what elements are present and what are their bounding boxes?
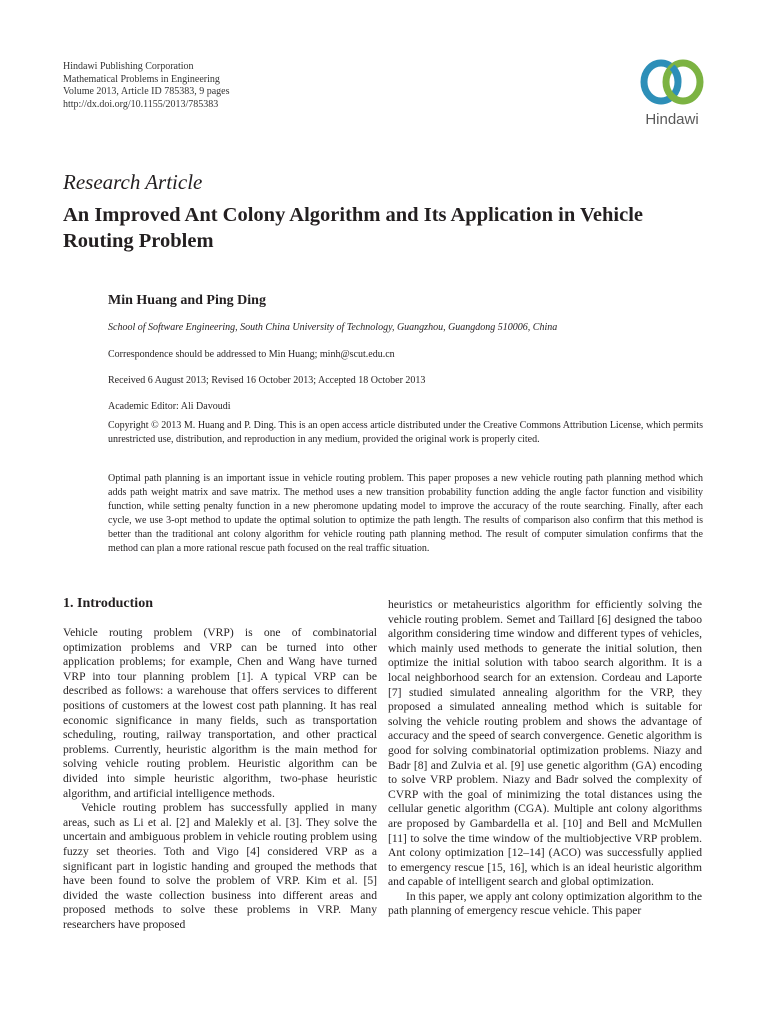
copyright-notice: Copyright © 2013 M. Huang and P. Ding. This is an open access article distributed under the Creative Commons Attribution License, which permits unrestricted use, distribution, and reproduction in any medium, provided the original work is properly cited.	[108, 420, 703, 445]
paragraph: Vehicle routing problem (VRP) is one of combinatorial optimization problems and VRP can be turned into other application problems; for example, Chen and Wang have turned VRP into tour planning problem [1]. A typical VRP can be described as follows: a warehouse that offers services to different positions of customers at the lowest cost path planning. It has real economic significance in many fields, such as transportation scheduling, routing, railway transportation, and other practical problems. Currently, heuristic algorithm is the main method for solving vehicle routing problem. Heuristic algorithm can be divided into simple heuristic algorithm, two-phase heuristic algorithm, and artificial intelligence methods.	[63, 626, 377, 800]
body-column-left	[63, 626, 377, 932]
paragraph: heuristics or metaheuristics algorithm for efficiently solving the vehicle routing problem. Semet and Taillard [6] designed the taboo algorithm considering time window and different types of vehicles, which mainly used methods to generate the initial solution, then optimize the initial solution with taboo search algorithm. It is a local neighborhood search for an extension. Cordeau and Laporte [7] studied simulated annealing algorithm for the VRP, they proposed a simulated annealing method which is suitable for solving the vehicle routing problem and shows the advantage of accuracy and the speed of search convergence. Genetic algorithm is good for solving combinatorial optimization problems. Niazy and Badr [8] and Zulvia et al. [9] use genetic algorithm (GA) encoding to solve VRP problem. Niazy and Badr solved the complexity of CVRP with the goal of minimizing the total distances using the cellular genetic algorithm (CGA). Multiple ant colony algorithms are proposed by Gambardella et al. [10] and Bell and McMullen [11] to solve the time window of the multiobjective VRP problem. Ant colony optimization [12–14] (ACO) was successfully applied to emergency rescue [15, 16], which is an ideal heuristic algorithm and capable of intelligent search and global optimization.	[388, 598, 702, 889]
correspondence: Correspondence should be addressed to Min Huang; minh@scut.edu.cn	[108, 349, 395, 360]
journal-name: Mathematical Problems in Engineering	[63, 73, 220, 85]
paragraph: In this paper, we apply ant colony optimization algorithm to the path planning of emergency rescue vehicle. This paper	[388, 889, 702, 918]
hindawi-logo	[630, 55, 714, 135]
body-column-right	[388, 598, 702, 919]
article-type: Research Article	[63, 170, 203, 194]
abstract: Optimal path planning is an important issue in vehicle routing problem. This paper proposes a new vehicle routing path planning method which adds path weight matrix and save matrix. The method uses a new transition probability function adding the angle factor function and visibility function, while setting penalty function in a new pheromone updating model to improve the accuracy of the route searching. Finally, after each cycle, we use 3-opt method to update the optimal solution to optimize the path length. The results of comparison also confirm that this method is better than the traditional ant colony algorithm for vehicle routing path planning method. The result of computer simulation confirms that the method can plan a more rational rescue path focused on the real traffic situation.	[108, 473, 703, 554]
received-dates: Received 6 August 2013; Revised 16 October 2013; Accepted 18 October 2013	[108, 375, 426, 386]
hindawi-rings-icon	[630, 55, 714, 111]
academic-editor: Academic Editor: Ali Davoudi	[108, 401, 231, 412]
logo-wordmark: Hindawi	[645, 111, 699, 128]
paragraph: Vehicle routing problem has successfully applied in many areas, such as Li et al. [2] and Malekly et al. [3]. They solve the uncertain and ambiguous problem in vehicle routing problem using fuzzy set theories. Toth and Vigo [4] considered VRP as a significant part in logistic handing and grouped the methods that have been found to solve the problem of VRP. Kim et al. [5] divided the waste collection business into different areas and proposed methods to solve these problems in VRP. Many researchers have proposed	[63, 801, 377, 931]
paper-title: An Improved Ant Colony Algorithm and Its Application in Vehicle Routing Problem	[63, 204, 643, 252]
publisher-name: Hindawi Publishing Corporation	[63, 61, 194, 72]
affiliation: School of Software Engineering, South China University of Technology, Guangzhou, Guangdong 510006, China	[108, 322, 558, 333]
journal-header	[63, 61, 229, 111]
authors: Min Huang and Ping Ding	[108, 293, 266, 308]
volume-info: Volume 2013, Article ID 785383, 9 pages	[63, 86, 230, 97]
section-heading: 1. Introduction	[63, 596, 153, 611]
doi-link[interactable]: http://dx.doi.org/10.1155/2013/785383	[63, 98, 219, 110]
